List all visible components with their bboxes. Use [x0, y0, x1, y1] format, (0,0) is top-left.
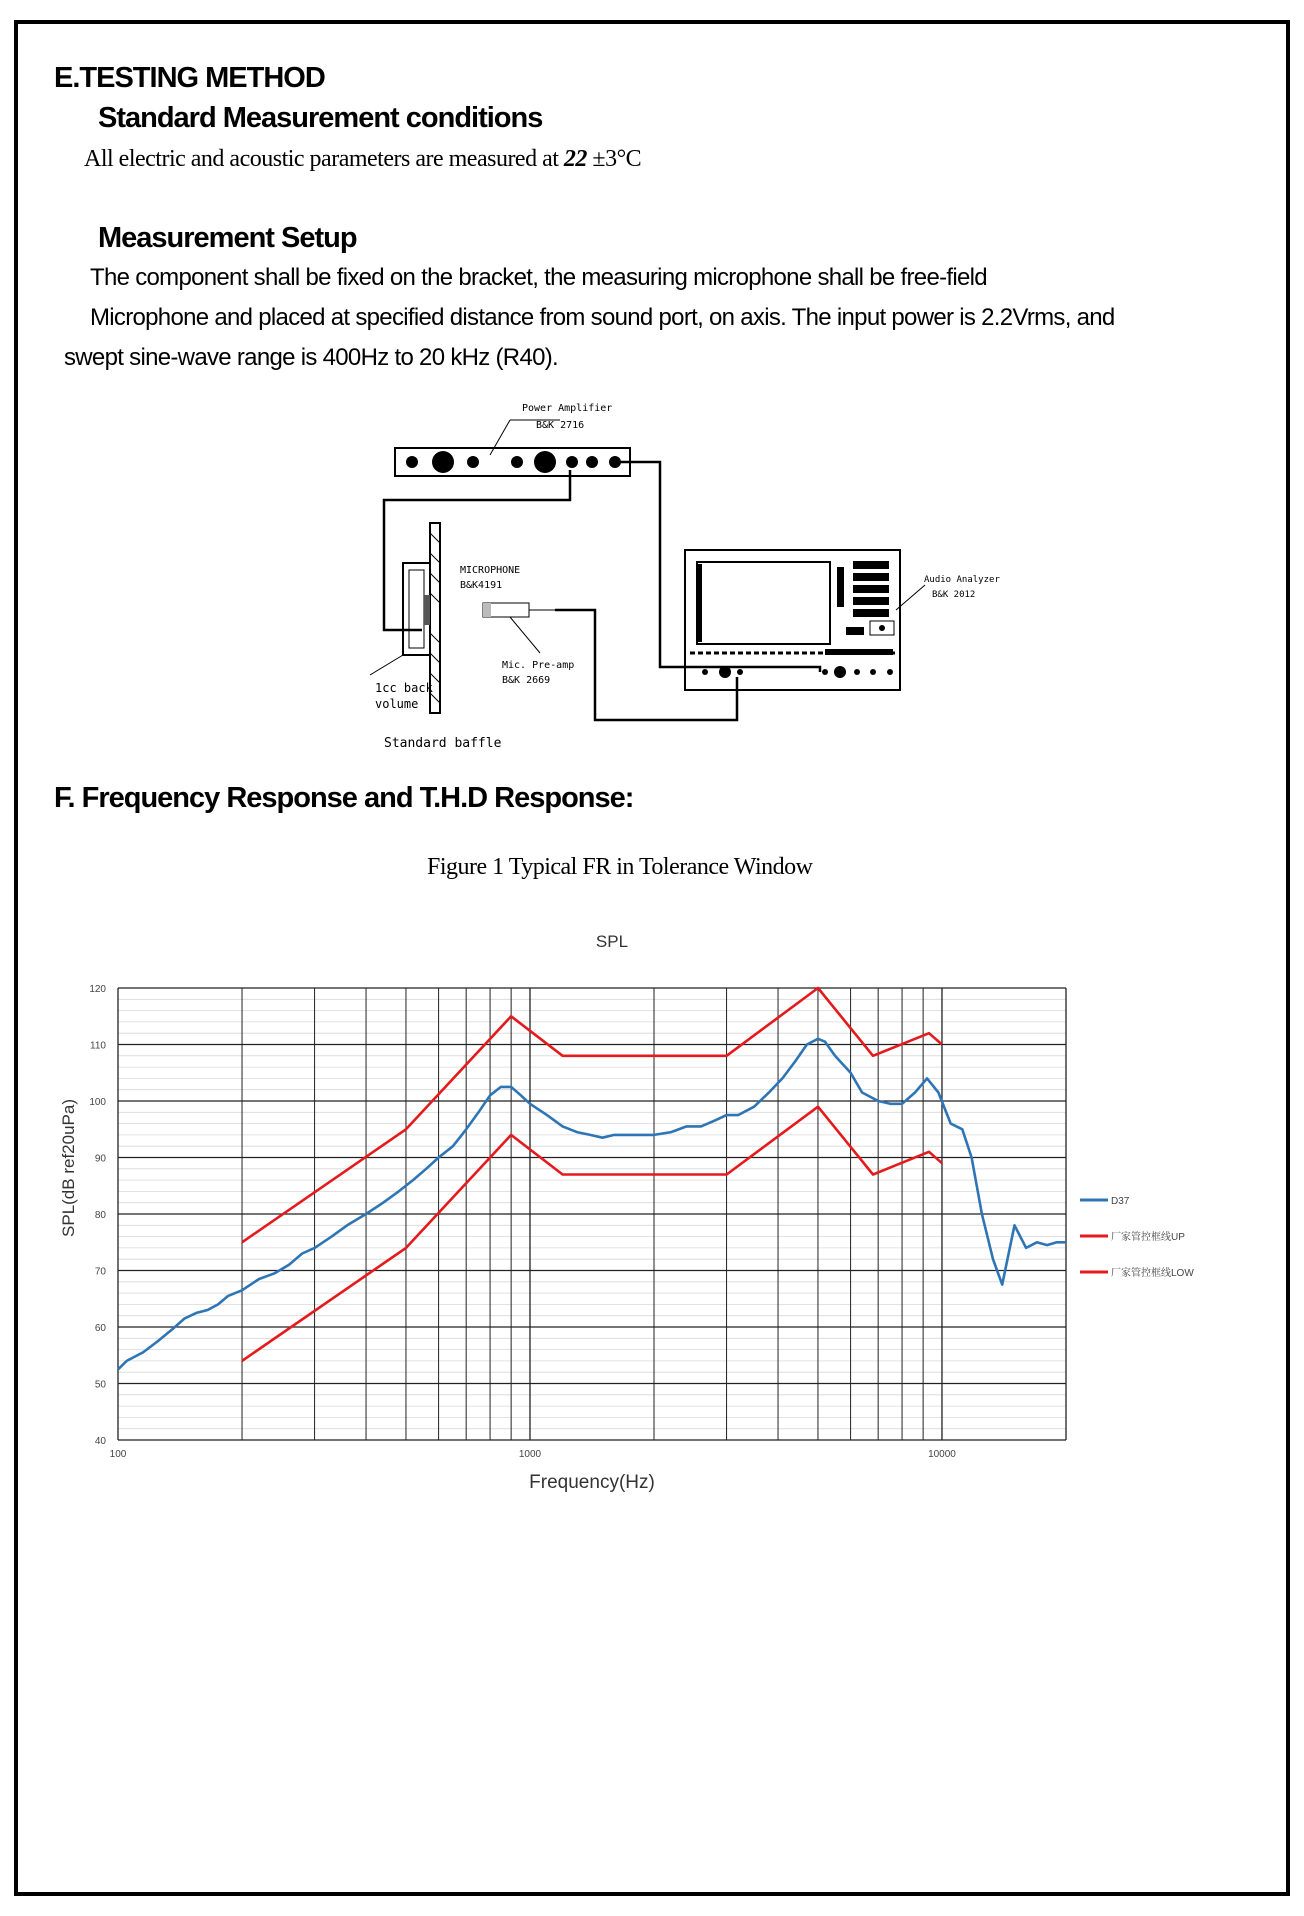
legend-label-0: D37	[1111, 1196, 1130, 1207]
preamp-model: B&K 2669	[502, 675, 551, 686]
setup-line-3: swept sine-wave range is 400Hz to 20 kHz (R40).	[64, 344, 558, 371]
y-tick-label: 40	[94, 1436, 106, 1447]
y-tick-label: 60	[94, 1323, 106, 1334]
y-tick-label: 90	[94, 1153, 106, 1165]
conditions-temperature: 22	[563, 146, 587, 172]
power-amp-model: B&K 2716	[536, 420, 585, 431]
setup-line-2: Microphone and placed at specified distance from sound port, on axis. The input power is 2.2Vrms, and	[90, 304, 1115, 331]
analyzer-model: B&K 2012	[932, 590, 976, 600]
back-volume-label-1: 1cc back	[375, 681, 433, 695]
setup-line-1: The component shall be fixed on the bracket, the measuring microphone shall be free-field	[90, 264, 987, 291]
y-axis-label: SPL(dB ref20uPa)	[59, 1099, 78, 1237]
y-tick-label: 70	[94, 1266, 106, 1278]
y-tick-label: 120	[89, 984, 106, 995]
x-axis-label: Frequency(Hz)	[529, 1472, 655, 1493]
back-volume-label-2: volume	[375, 697, 419, 711]
microphone-model: B&K4191	[460, 580, 503, 591]
y-tick-label: 100	[89, 1097, 106, 1108]
preamp-label: Mic. Pre-amp	[502, 660, 575, 671]
legend-label-2: 厂家管控框线LOW	[1111, 1268, 1194, 1279]
power-amp-label: Power Amplifier	[522, 403, 613, 414]
x-tick-label: 100	[109, 1449, 127, 1460]
x-tick-label: 10000	[928, 1449, 956, 1460]
conditions-text-pre: All electric and acoustic parameters are measured at	[84, 146, 564, 172]
section-f-title: F. Frequency Response and T.H.D Response:	[54, 782, 634, 814]
x-tick-label: 1000	[518, 1449, 542, 1460]
series-line-1	[242, 988, 942, 1242]
microphone-label: MICROPHONE	[460, 565, 521, 576]
legend-label-1: 厂家管控框线UP	[1111, 1232, 1185, 1243]
conditions-text-post: ±3°C	[586, 146, 642, 172]
baffle-label: Standard baffle	[384, 736, 502, 751]
conditions-heading: Standard Measurement conditions	[98, 102, 543, 134]
analyzer-label: Audio Analyzer	[924, 575, 1000, 585]
section-e-title: E.TESTING METHOD	[54, 62, 325, 94]
figure-caption: Figure 1 Typical FR in Tolerance Window	[427, 854, 813, 880]
setup-heading: Measurement Setup	[98, 222, 357, 254]
y-tick-label: 50	[94, 1379, 106, 1391]
chart-series	[118, 988, 1066, 1369]
series-line-2	[242, 1107, 942, 1361]
y-tick-label: 110	[90, 1040, 106, 1052]
y-tick-label: 80	[94, 1210, 106, 1221]
chart-legend	[1080, 1196, 1194, 1279]
series-line-0	[118, 1039, 1066, 1370]
chart-title: SPL	[595, 932, 629, 951]
